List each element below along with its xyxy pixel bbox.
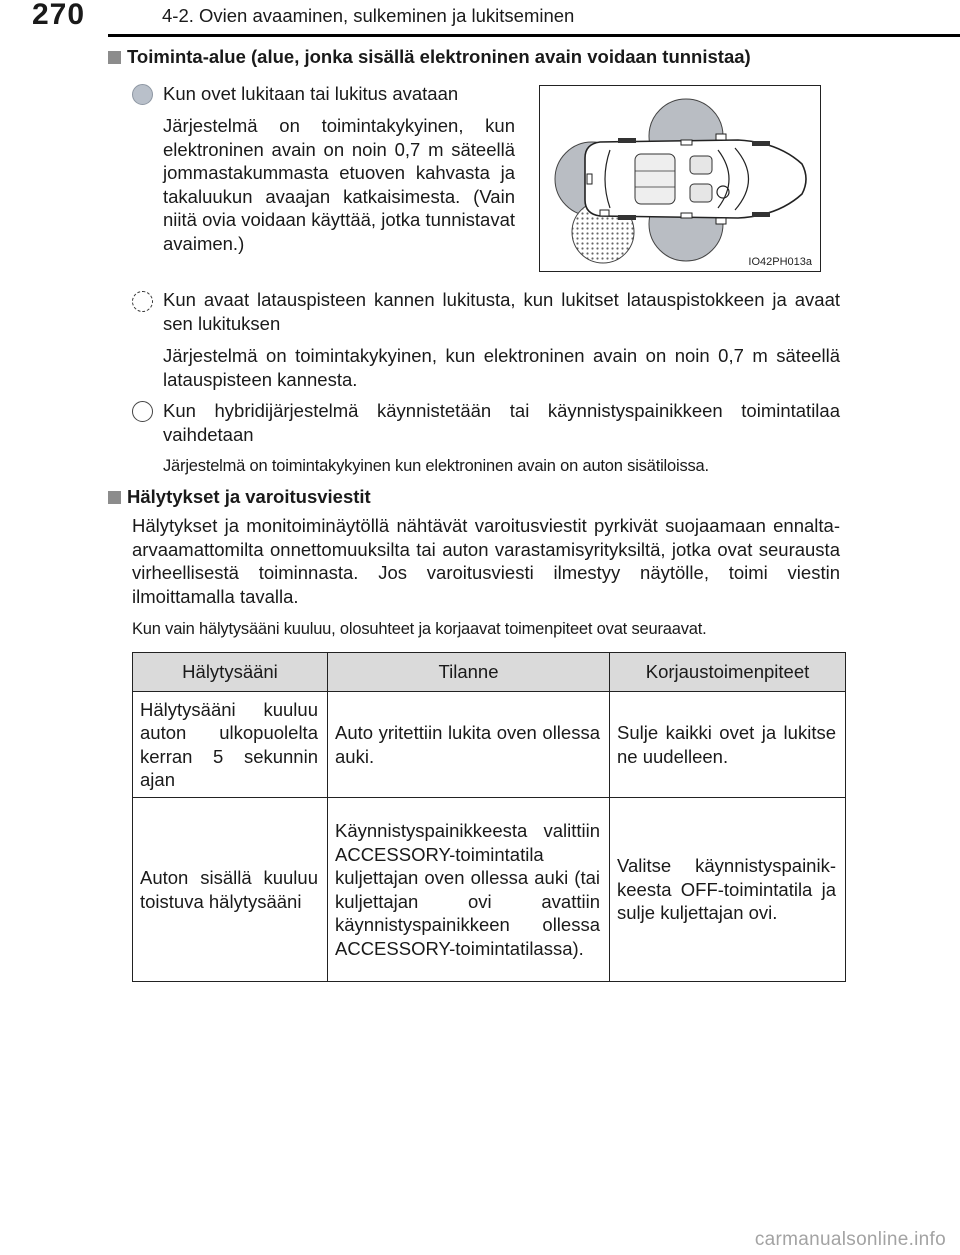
header-rule: [108, 34, 960, 37]
table-header-situation: Tilanne: [328, 653, 610, 692]
table-cell-alarm: Auton sisällä kuuluu toistuva hälytysääni: [133, 798, 328, 982]
alarm-table: [132, 652, 846, 982]
section-operating-range-heading: [108, 46, 751, 68]
section-alarms-heading: [108, 486, 371, 508]
table-header-corrective-action: Korjaustoimenpiteet: [610, 653, 846, 692]
range-zone-dotted-icon: [132, 291, 153, 312]
range-zone-solid-icon: [132, 84, 153, 105]
table-row: [133, 692, 846, 798]
item-charging-port-title: Kun avaat latauspisteen kannen lukitusta, kun lukitset latauspistokkeen ja avaat sen lukituksen: [163, 289, 840, 334]
table-cell-situation: Auto yritettiin lukita oven ollessa auki.: [328, 692, 610, 798]
item-hybrid-start-title: Kun hybridijärjestelmä käynnistetään tai käynnistyspainikkeen toimintatilaa vaihdetaan: [163, 400, 840, 445]
operating-range-figure: [539, 85, 821, 272]
table-cell-alarm: Hälytysääni kuuluu auton ulkopuolelta kerran 5 sekunnin ajan: [133, 692, 328, 798]
section-bullet-square: [108, 491, 121, 504]
table-cell-situation: Käynnistyspainikkeesta valittiin ACCESSORY-toimintatila kuljettajan oven ollessa auki (tai kuljettajan ovi avattiin käynnistyspainikkeen ollessa ACCESSORY-toimintatilassa).: [328, 798, 610, 982]
section-alarms-note: Kun vain hälytysääni kuuluu, olosuhteet ja korjaavat toimenpiteet ovat seuraavat.: [132, 620, 707, 638]
page-number: 270: [32, 0, 86, 31]
chapter-title: 4-2. Ovien avaaminen, sulkeminen ja lukitseminen: [162, 5, 575, 26]
table-row: [133, 798, 846, 982]
car-top-view: [585, 134, 806, 224]
vehicle-interior-zone-icon: [132, 401, 153, 422]
watermark: carmanualsonline.info: [754, 1229, 946, 1250]
section-alarms-title: Hälytykset ja varoitusviestit: [127, 486, 371, 507]
section-alarms-text: Hälytykset ja monitoiminäytöllä nähtävät varoitusviestit pyrkivät suojaamaan ennalta-arvaamattomilta onnettomuuksilta tai auton varastamisyrityksiltä, jotka ovat seurausta virheellisestä toiminnasta. Jos varoitusviesti ilmestyy näytölle, toimi viestin ilmoittamalla tavalla.: [132, 515, 840, 607]
item-charging-port-text: Järjestelmä on toimintakykyinen, kun elektroninen avain on noin 0,7 m säteellä latauspisteen kannesta.: [163, 345, 840, 390]
item-lock-unlock-title: Kun ovet lukitaan tai lukitus avataan: [163, 83, 459, 104]
car-detection-zones-illustration: [540, 86, 821, 272]
item-lock-unlock-text: Järjestelmä on toimintakykyinen, kun elektroninen avain on noin 0,7 m säteellä jommastakummasta etuoven kahvasta ja takaluukun avaajan katkaisimesta. (Vain niitä ovia voidaan käyttää, jotka tunnistavat avaimen.): [163, 115, 515, 254]
item-hybrid-start-text: Järjestelmä on toimintakykyinen kun elektroninen avain on auton sisätiloissa.: [163, 457, 709, 475]
figure-code-label: IO42PH013a: [748, 256, 812, 268]
table-cell-corrective-action: Valitse käynnistyspainikkeesta OFF-toimintatila ja sulje kuljettajan ovi.: [610, 798, 846, 982]
section-operating-range-title: Toiminta-alue (alue, jonka sisällä elektroninen avain voidaan tunnistaa): [127, 46, 751, 67]
table-header-alarm: Hälytysääni: [133, 653, 328, 692]
table-cell-corrective-action: Sulje kaikki ovet ja lukitse ne uudelleen.: [610, 692, 846, 798]
section-bullet-square: [108, 51, 121, 64]
table-header-row: [133, 653, 846, 692]
